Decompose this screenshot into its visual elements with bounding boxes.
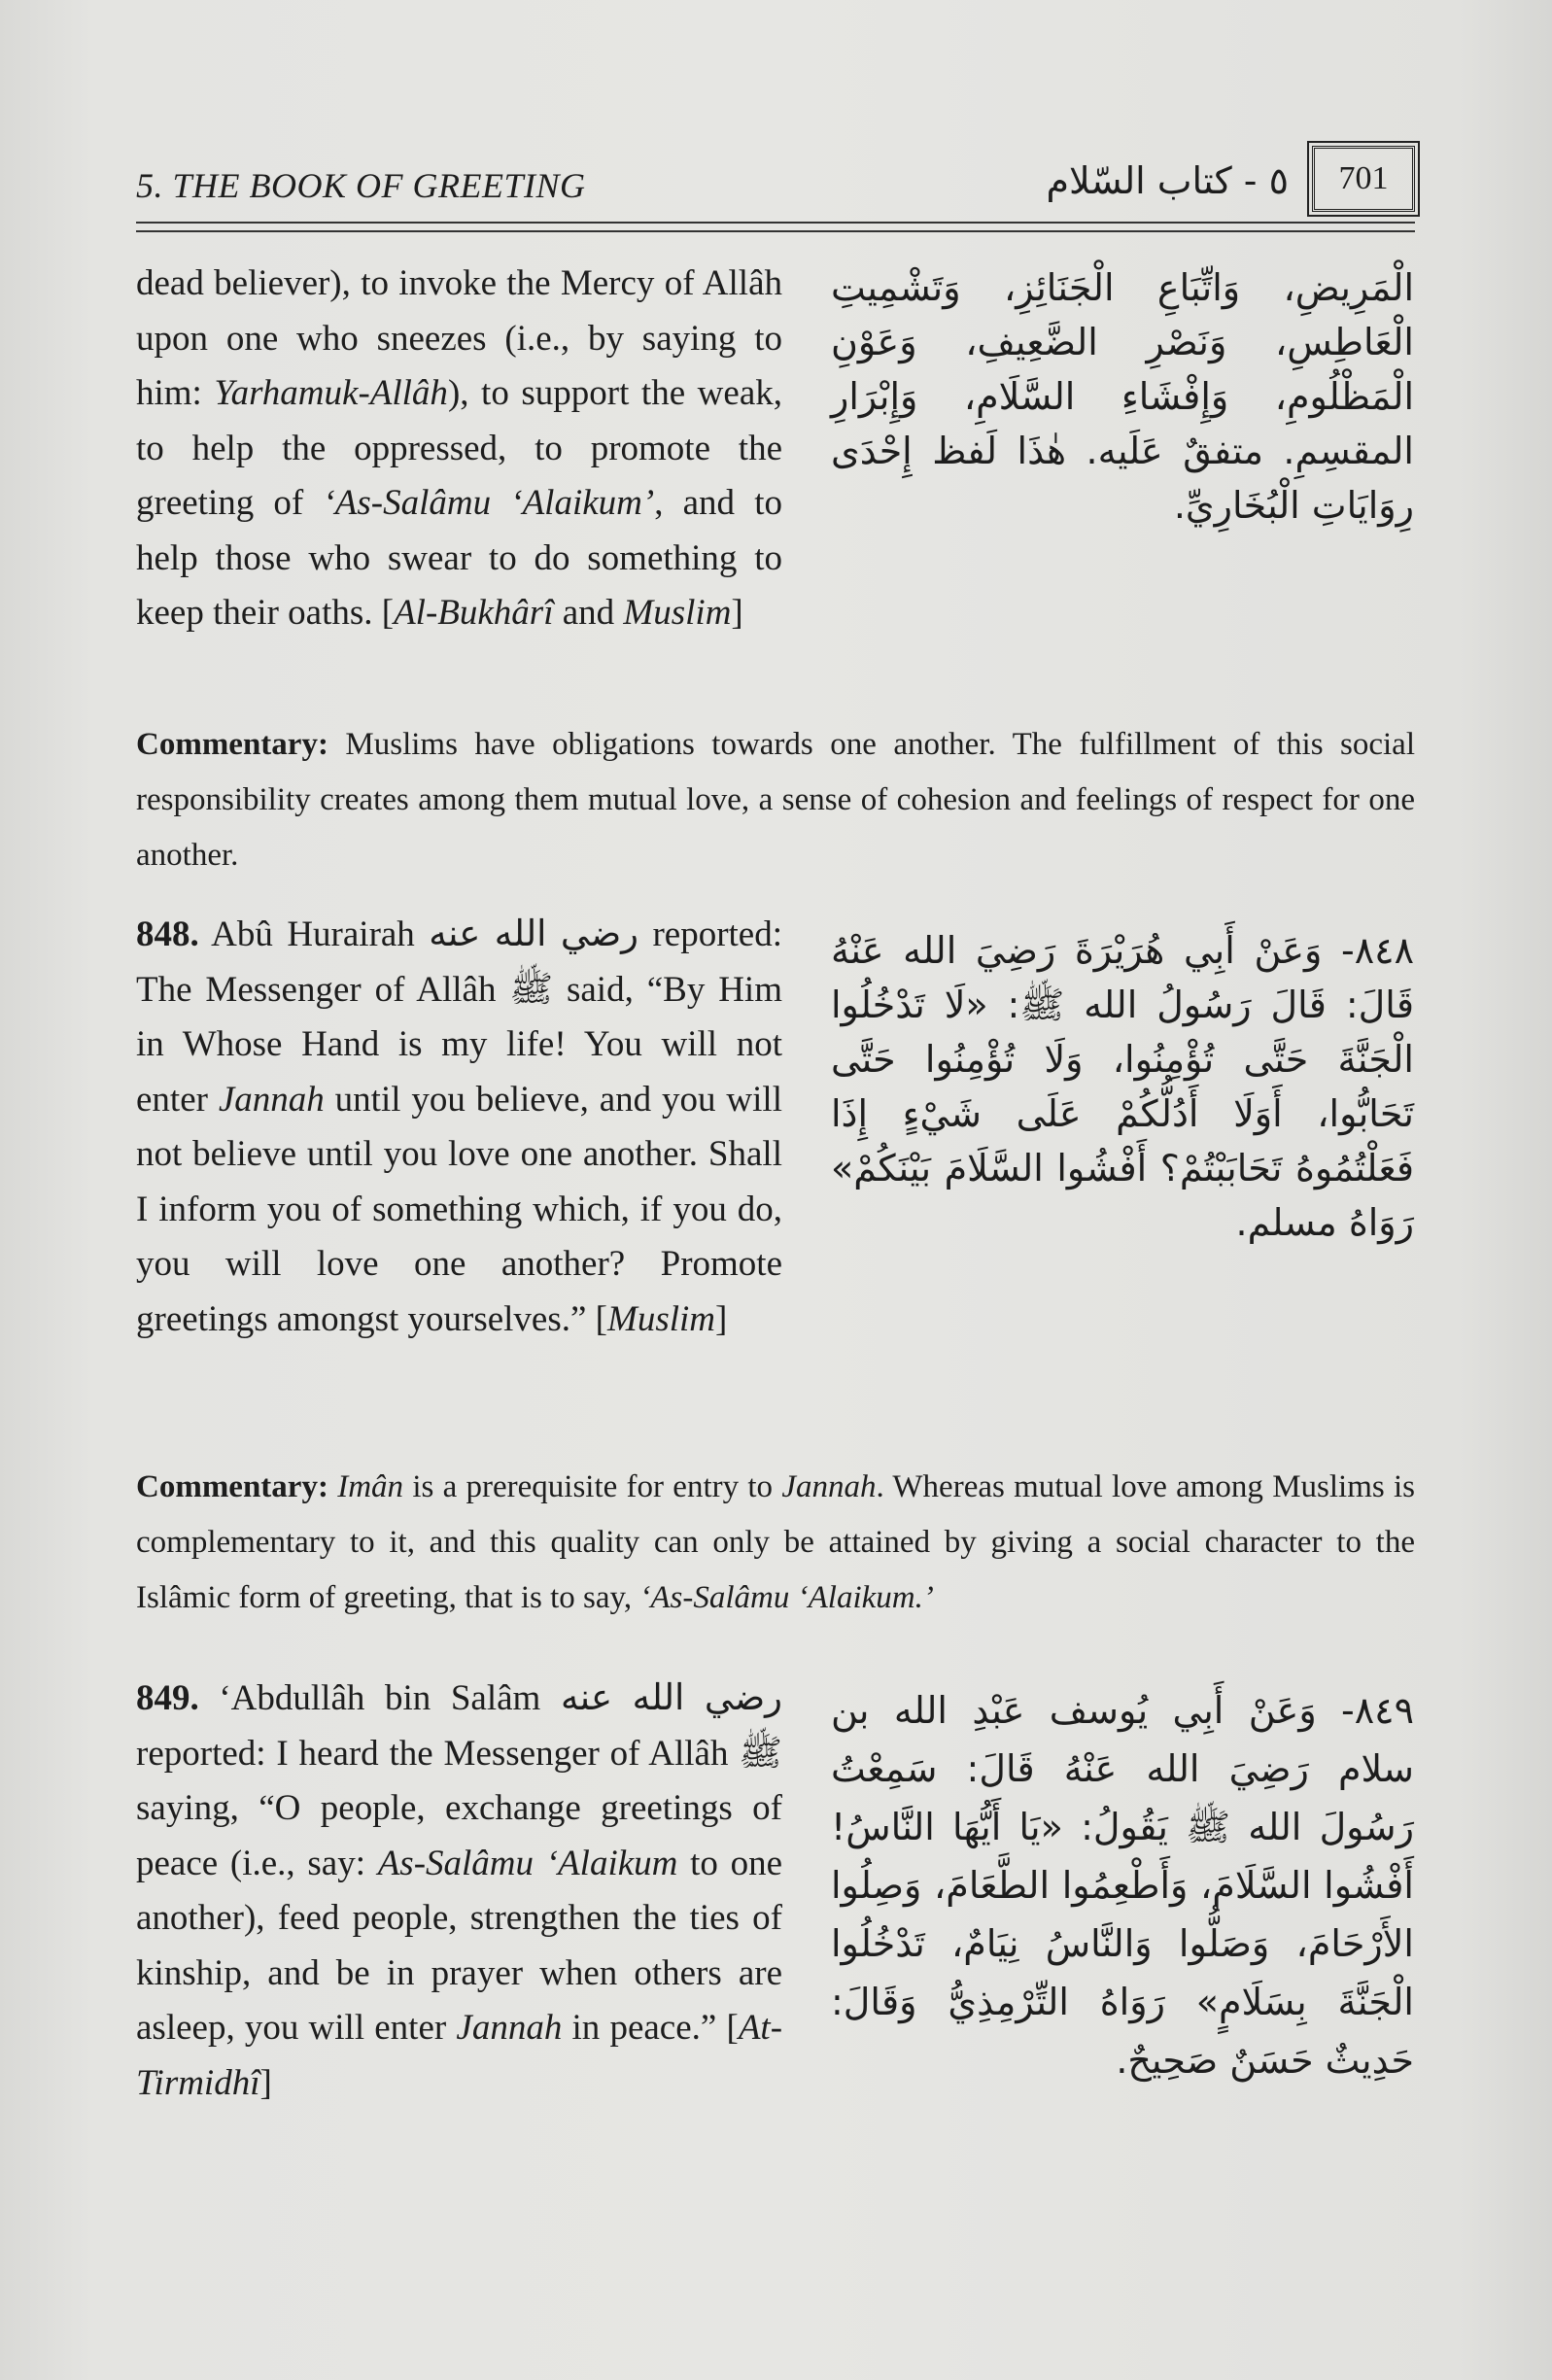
running-header	[136, 146, 1415, 224]
section1-english	[136, 257, 782, 641]
text-run: Muslims have obligations towards one another. The fulfillment of this social responsibility creates among them mutual love, a sense of cohesion and feelings of respect for one another.	[136, 727, 1415, 873]
text-run: , and to help those who swear to do something to keep their oaths. [	[136, 483, 783, 633]
hadith-849-arabic: ٨٤٩- وَعَنْ أَبِي يُوسف عَبْدِ الله بن سلام رَضِيَ الله عَنْهُ قَالَ: سَمِعْتُ رَسُولَ الله ﷺ يَقُولُ: «يَا أَيُّهَا النَّاسُ! أَفْشُوا السَّلَامَ، وَأَطْعِمُوا الطَّعَامَ، وَصِلُوا الأَرْحَامَ، وَصَلُّوا وَالنَّاسُ نِيَامٌ، تَدْخُلُوا الْجَنَّةَ بِسَلَامٍ» رَوَاهُ التِّرْمِذِيُّ وَقَالَ: حَدِيثٌ حَسَنٌ صَحِيحٌ.	[831, 1689, 1414, 2082]
hadith-848-english	[136, 908, 782, 1347]
text-run: ‘As-Salâmu ‘Alaikum’	[323, 483, 655, 523]
text-run: ‘As-Salâmu ‘Alaikum.’	[639, 1580, 934, 1615]
text-run: Commentary:	[136, 1469, 328, 1504]
text-run: 848.	[136, 914, 199, 954]
chapter-title: 5. THE BOOK OF GREETING	[136, 166, 586, 205]
header-rule	[136, 222, 1415, 232]
text-run: until you believe, and you will not believe until you love one another. Shall I inform you of something which, if you do, you will love one another? Promote greetings amongst yourselves.” [	[136, 1079, 782, 1339]
text-run: Jannah	[456, 2008, 563, 2048]
arabic-chapter-title: ٥ - كتاب السّلام	[1046, 159, 1289, 202]
page-number: 701	[1312, 146, 1415, 212]
commentary-1	[136, 717, 1415, 883]
text-run: ), to support the weak, to help the oppressed, to promote the greeting of	[136, 373, 782, 523]
hadith-849-english	[136, 1672, 782, 2111]
text-run: Muslim	[607, 1298, 715, 1339]
text-run: ‘Abdullâh bin Salâm رضي الله عنه reported: I heard the Messenger of Allâh ﷺ saying, “O people, exchange greetings of peace (i.e., say:	[136, 1678, 782, 1883]
text-run: Yarhamuk-Allâh	[214, 373, 448, 413]
text-run: to one another), feed people, strengthen the ties of kinship, and be in prayer when others are asleep, you will enter	[136, 1843, 782, 2048]
text-run: . Whereas mutual love among Muslims is complementary to it, and this quality can only be attained by giving a social character to the Islâmic form of greeting, that is to say,	[136, 1469, 1416, 1615]
text-run: At-Tirmidhî	[136, 2008, 783, 2103]
text-run: ]	[715, 1298, 728, 1339]
text-run: Muslim	[623, 593, 732, 633]
text-run: Commentary:	[136, 727, 328, 762]
text-run: ]	[259, 2062, 272, 2103]
text-run: Al-Bukhârî	[394, 593, 554, 633]
text-run: and	[553, 593, 624, 633]
text-run: As-Salâmu ‘Alaikum	[377, 1843, 678, 1883]
text-run: dead believer), to invoke the Mercy of Allâh upon one who sneezes (i.e., by saying to him:	[136, 263, 782, 413]
section1-arabic: الْمَرِيضِ، وَاتِّبَاعِ الْجَنَائِزِ، وَتَشْمِيتِ الْعَاطِسِ، وَنَصْرِ الضَّعِيفِ، وَعَوْنِ الْمَظْلُومِ، وَإِفْشَاءِ السَّلَامِ، وَإِبْرَارِ المقسِمِ. متفقٌ عَلَيه. هٰذَا لَفظ إِحْدَى رِوَايَاتِ الْبُخَارِيِّ.	[831, 266, 1414, 527]
text-run: in peace.” [	[562, 2008, 739, 2048]
text-run: Jannah	[218, 1079, 325, 1120]
text-run: is a prerequisite for entry to	[403, 1469, 782, 1504]
text-run: Jannah	[781, 1469, 877, 1504]
hadith-848-arabic: ٨٤٨- وَعَنْ أَبِي هُرَيْرَةَ رَضِيَ الله عَنْهُ قَالَ: قَالَ رَسُولُ الله ﷺ: «لَا تَدْخُلُوا الْجَنَّةَ حَتَّى تُؤْمِنُوا، وَلَا تُؤْمِنُوا حَتَّى تَحَابُّوا، أَوَلَا أَدُلُّكُمْ عَلَى شَيْءٍ إِذَا فَعَلْتُمُوهُ تَحَابَبْتُمْ؟ أَفْشُوا السَّلَامَ بَيْنَكُمْ» رَوَاهُ مسلم.	[831, 929, 1414, 1244]
text-run	[328, 1469, 337, 1504]
text-run: 849.	[136, 1678, 199, 1718]
commentary-2	[136, 1460, 1415, 1626]
text-run: Imân	[337, 1469, 404, 1504]
text-run: ]	[731, 593, 743, 633]
text-run: Abû Hurairah رضي الله عنه reported: The Messenger of Allâh ﷺ said, “By Him in Whose Hand is my life! You will not enter	[136, 914, 783, 1120]
